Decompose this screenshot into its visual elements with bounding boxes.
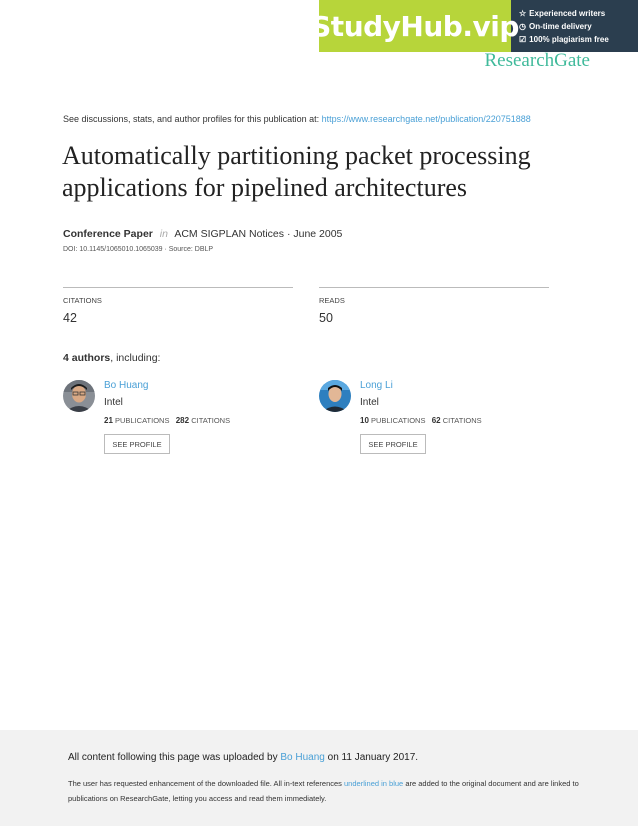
banner-feature: ☆ Experienced writers bbox=[519, 8, 606, 18]
uploader-link[interactable]: Bo Huang bbox=[280, 752, 325, 763]
in-label: in bbox=[159, 228, 168, 240]
citations-value: 42 bbox=[63, 311, 77, 325]
upload-footer bbox=[0, 730, 638, 826]
publication-meta bbox=[63, 228, 342, 240]
underlined-in-blue-link[interactable]: underlined in blue bbox=[344, 779, 404, 788]
citations-label: CITATIONS bbox=[63, 296, 102, 305]
author-stats: 10 PUBLICATIONS 62 CITATIONS bbox=[360, 416, 482, 425]
star-icon: ☆ bbox=[519, 8, 527, 18]
reads-stat bbox=[319, 287, 549, 325]
reads-value: 50 bbox=[319, 311, 333, 325]
author-stats: 21 PUBLICATIONS 282 CITATIONS bbox=[104, 416, 231, 425]
author-name-link[interactable]: Bo Huang bbox=[104, 380, 149, 391]
author-info bbox=[360, 380, 560, 454]
author-info bbox=[104, 380, 304, 454]
publication-type: Conference Paper bbox=[63, 228, 153, 240]
reads-label: READS bbox=[319, 296, 345, 305]
banner-feature: ◷ On-time delivery bbox=[519, 21, 592, 31]
doi-line: DOI: 10.1145/1065010.1065039 · Source: DBLP bbox=[63, 246, 214, 253]
authors-heading: 4 authors, including: bbox=[63, 352, 161, 364]
upload-info: All content following this page was uploaded by Bo Huang on 11 January 2017. bbox=[68, 752, 419, 763]
ad-banner[interactable] bbox=[311, 0, 638, 52]
discussion-line: See discussions, stats, and author profiles for this publication at: https://www.researchgate.net/publication/220751888 bbox=[63, 114, 531, 124]
author-institution: Intel bbox=[360, 397, 379, 408]
publication-venue: ACM SIGPLAN Notices · June 2005 bbox=[174, 228, 343, 240]
see-profile-button[interactable]: SEE PROFILE bbox=[104, 434, 170, 454]
banner-feature-list bbox=[511, 7, 609, 46]
author-name-link[interactable]: Long Li bbox=[360, 380, 393, 391]
clock-icon: ◷ bbox=[519, 21, 526, 31]
author-institution: Intel bbox=[104, 397, 123, 408]
see-profile-button[interactable]: SEE PROFILE bbox=[360, 434, 426, 454]
publication-url-link[interactable]: https://www.researchgate.net/publication/220751888 bbox=[321, 114, 531, 124]
avatar[interactable] bbox=[319, 380, 351, 412]
checkbox-icon: ☑ bbox=[519, 34, 527, 44]
citations-stat bbox=[63, 287, 293, 325]
enhancement-note: The user has requested enhancement of the downloaded file. All in-text references underlined in blue are added to the original document and are linked to publications on ResearchGate, letting you access and read them immediately. bbox=[68, 779, 579, 803]
avatar[interactable] bbox=[63, 380, 95, 412]
publication-title: Automatically partitioning packet processing applications for pipelined architectures bbox=[62, 141, 531, 202]
studyhub-logo: StudyHub.vip bbox=[319, 0, 511, 52]
banner-feature: ☑ 100% plagiarism free bbox=[519, 34, 609, 44]
researchgate-logo[interactable]: ResearchGate bbox=[484, 50, 590, 71]
